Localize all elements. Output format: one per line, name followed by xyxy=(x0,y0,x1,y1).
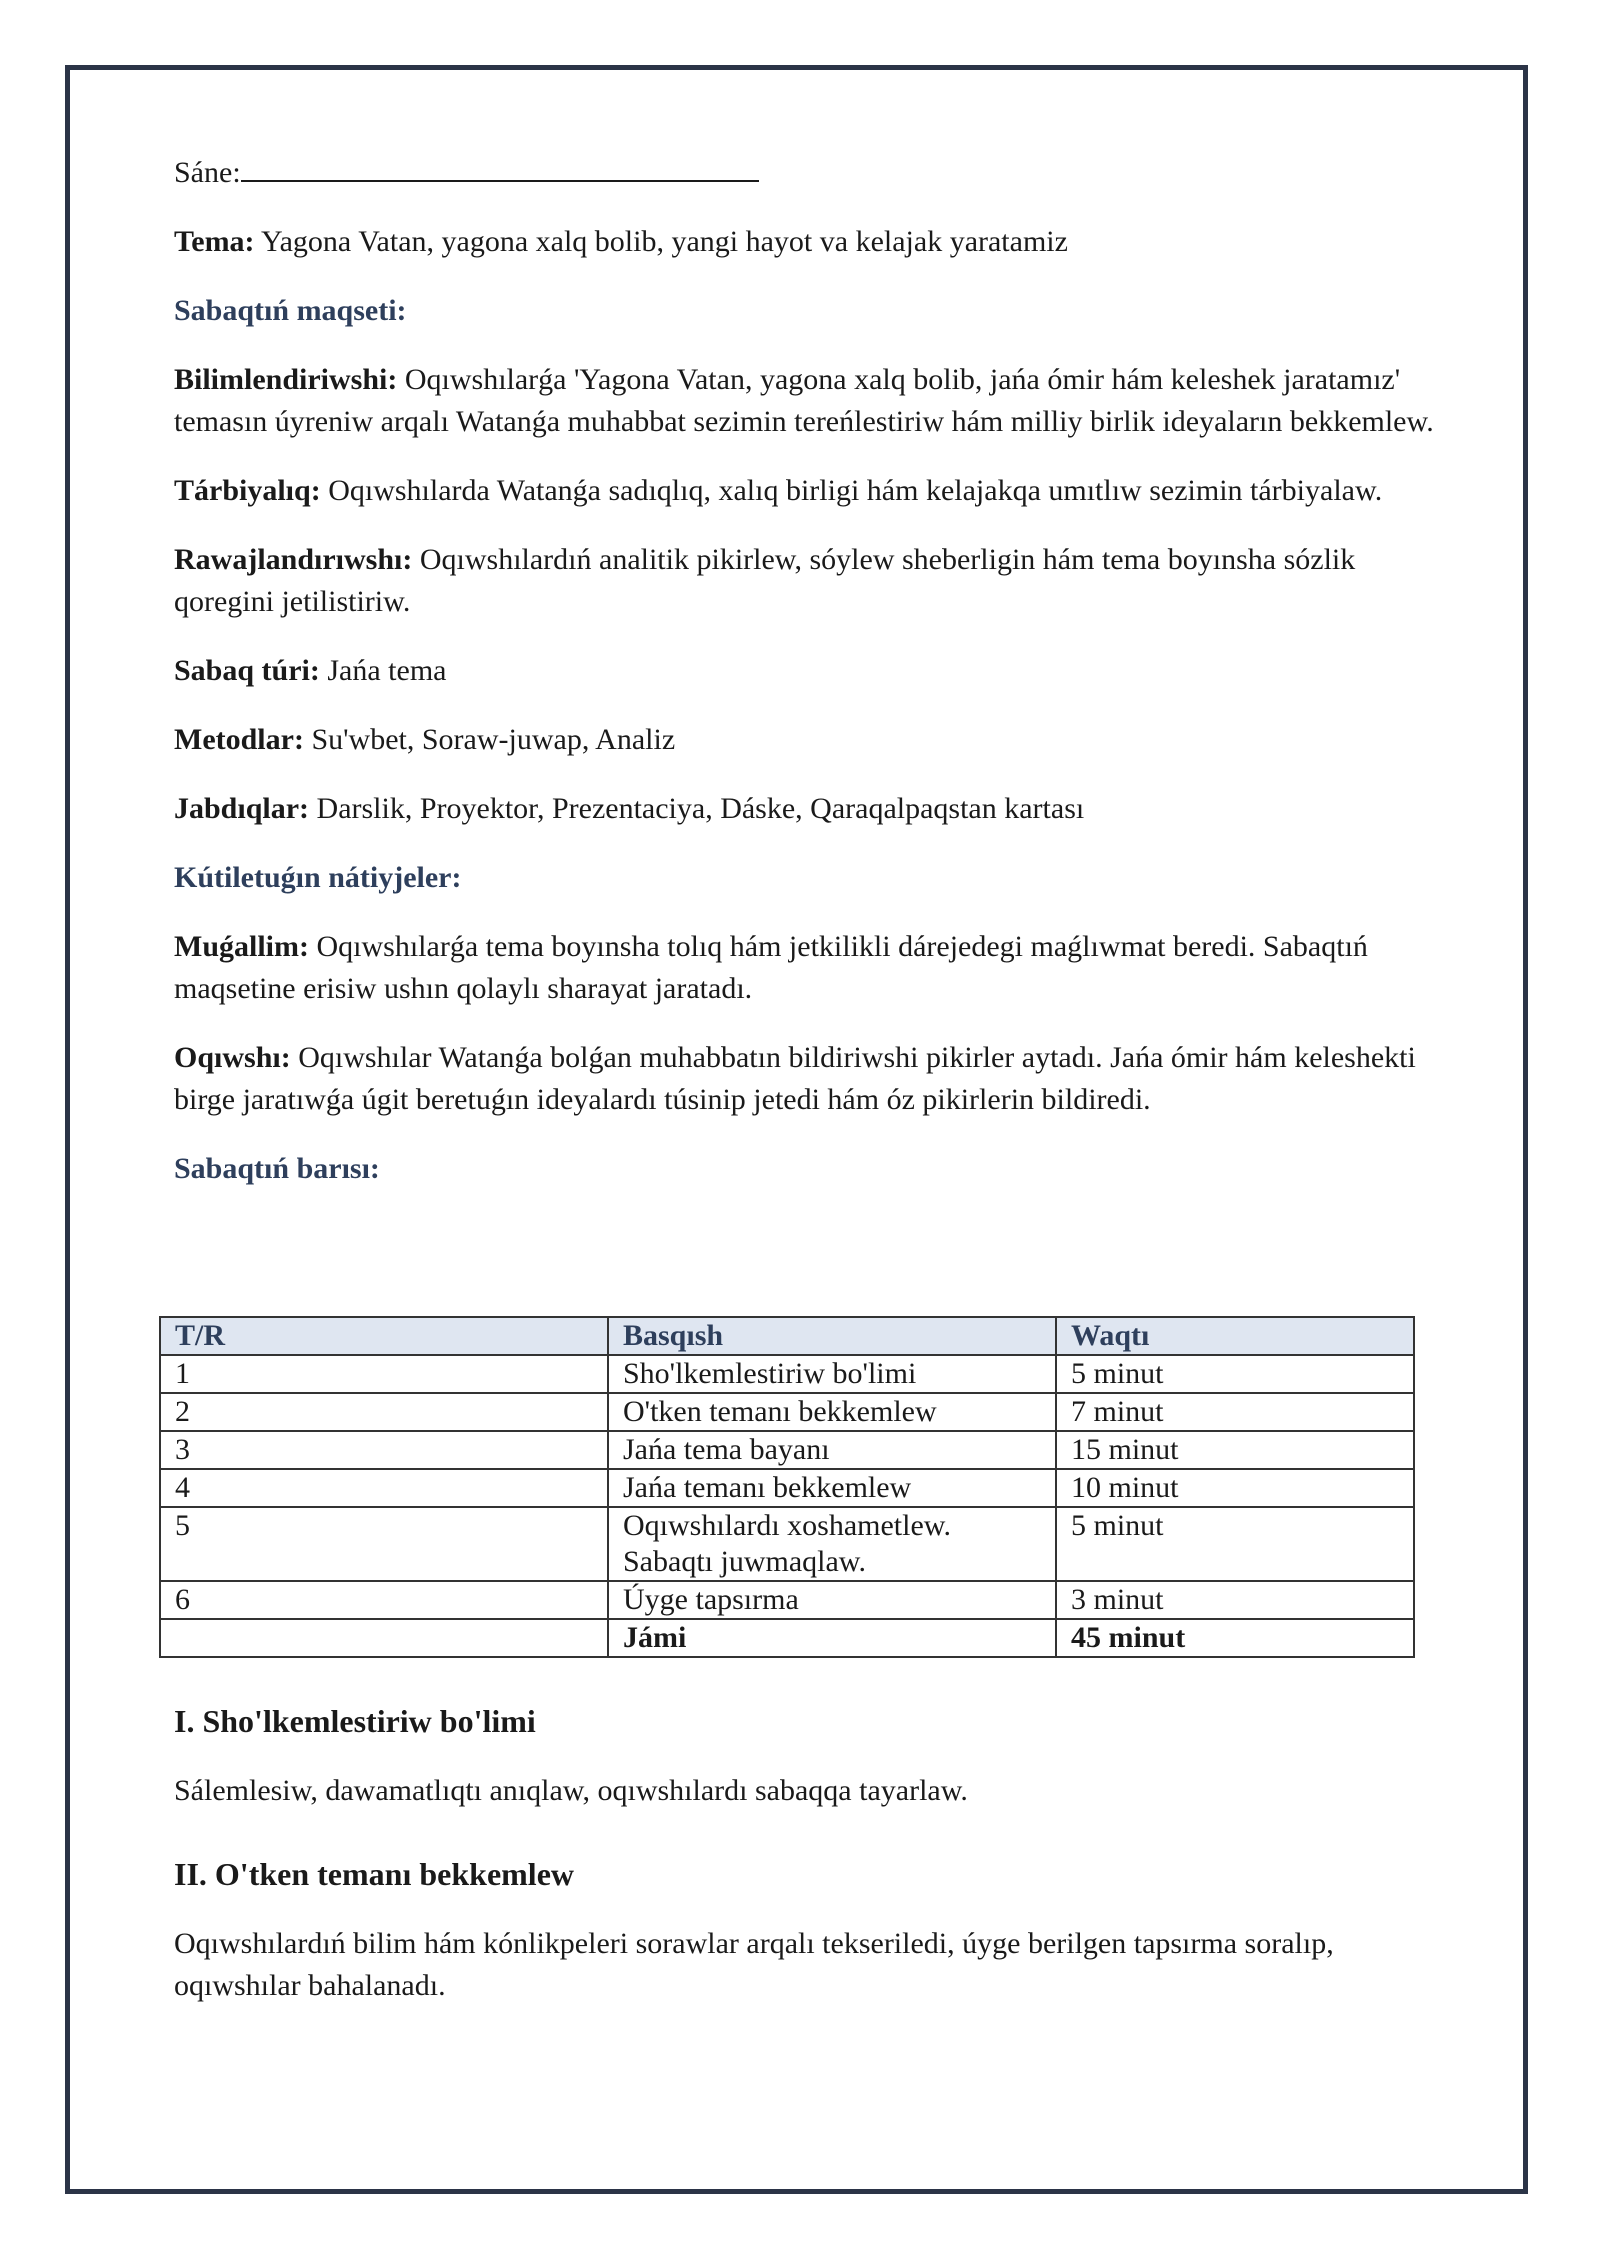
goals-heading: Sabaqtıń maqseti: xyxy=(174,294,407,327)
header-number: T/R xyxy=(160,1317,608,1355)
cell-time: 5 minut xyxy=(1056,1507,1414,1581)
cell-time: 7 minut xyxy=(1056,1393,1414,1431)
header-stage: Basqısh xyxy=(608,1317,1056,1355)
goal-label: Rawajlandırıwshı: xyxy=(174,543,413,576)
cell-number: 4 xyxy=(160,1469,608,1507)
table-total-row xyxy=(160,1619,1414,1657)
outcome-text: Oqıwshılarǵa tema boyınsha tolıq hám jetkilikli dárejedegi maǵlıwmat beredi. Sabaqtıń maqsetine erisiw ushın qolaylı sharayat jaratadı. xyxy=(174,930,1368,1005)
goal-educational xyxy=(174,359,1438,443)
goal-upbringing xyxy=(174,470,1438,512)
section-organizational xyxy=(174,1700,1438,1839)
section-text: Sálemlesiw, dawamatlıqtı anıqlaw, oqıwshılardı sabaqqa tayarlaw. xyxy=(174,1774,968,1807)
equipment-label: Jabdıqlar: xyxy=(174,792,310,825)
header-time: Waqtı xyxy=(1056,1317,1414,1355)
date-label: Sáne: xyxy=(174,156,241,189)
goal-developmental xyxy=(174,539,1438,623)
equipment-text: Darslik, Proyektor, Prezentaciya, Dáske, Qaraqalpaqstan kartası xyxy=(309,792,1085,825)
outcome-label: Muǵallim: xyxy=(174,930,309,963)
outcome-student xyxy=(174,1037,1438,1121)
goal-text: Oqıwshılarǵa 'Yagona Vatan, yagona xalq bolib, jańa ómir hám keleshek jaratamız' temasın úyreniw arqalı Watanǵa muhabbat sezimin tereńlestiriw hám milliy birlik ideyaların bekkemlew. xyxy=(174,363,1434,438)
cell-time: 10 minut xyxy=(1056,1469,1414,1507)
cell-number: 6 xyxy=(160,1581,608,1619)
cell-time: 5 minut xyxy=(1056,1355,1414,1393)
goal-label: Bilimlendiriwshi: xyxy=(174,363,398,396)
lesson-type xyxy=(174,650,1438,692)
cell-number: 3 xyxy=(160,1431,608,1469)
cell-stage: Úyge tapsırma xyxy=(608,1581,1056,1619)
topic xyxy=(174,221,1438,263)
goal-text: Oqıwshılarda Watanǵa sadıqlıq, xalıq birligi hám kelajakqa umıtlıw sezimin tárbiyalaw. xyxy=(320,474,1383,507)
outcome-label: Oqıwshı: xyxy=(174,1041,291,1074)
cell-stage: Oqıwshılardı xoshametlew. Sabaqtı juwmaqlaw. xyxy=(608,1507,1056,1581)
section-review xyxy=(174,1853,1438,2034)
cell-number: 2 xyxy=(160,1393,608,1431)
methods-label: Metodlar: xyxy=(174,723,304,756)
goal-text: Oqıwshılardıń analitik pikirlew, sóylew sheberligin hám tema boyınsha sózlik qoregini jetilistiriw. xyxy=(174,543,1356,618)
cell-number: 1 xyxy=(160,1355,608,1393)
methods xyxy=(174,719,1438,761)
goal-label: Tárbiyalıq: xyxy=(174,474,321,507)
table-row xyxy=(160,1355,1414,1393)
table-header-row xyxy=(160,1317,1414,1355)
lesson-flow-table xyxy=(159,1316,1415,1658)
lesson-type-text: Jańa tema xyxy=(319,654,447,687)
table-row xyxy=(160,1507,1414,1581)
cell-number xyxy=(160,1619,608,1657)
cell-stage: Jańa tema bayanı xyxy=(608,1431,1056,1469)
table-row xyxy=(160,1469,1414,1507)
table-row xyxy=(160,1431,1414,1469)
section-title: I. Sho'lkemlestiriw bo'limi xyxy=(174,1703,536,1739)
cell-time: 3 minut xyxy=(1056,1581,1414,1619)
cell-stage: Sho'lkemlestiriw bo'limi xyxy=(608,1355,1056,1393)
topic-label: Tema: xyxy=(174,225,255,258)
cell-stage: O'tken temanı bekkemlew xyxy=(608,1393,1056,1431)
methods-text: Su'wbet, Soraw-juwap, Analiz xyxy=(303,723,676,756)
section-title: II. O'tken temanı bekkemlew xyxy=(174,1856,574,1892)
date-line xyxy=(174,148,1438,194)
date-blank xyxy=(241,148,759,182)
lesson-plan-body xyxy=(174,148,1438,1217)
cell-time: 15 minut xyxy=(1056,1431,1414,1469)
cell-total-time: 45 minut xyxy=(1056,1619,1414,1657)
outcome-text: Oqıwshılar Watanǵa bolǵan muhabbatın bildiriwshi pikirler aytadı. Jańa ómir hám keleshekti birge jaratıwǵa úgit beretuǵın ideyalardı túsinip jetedi hám óz pikirlerin bildiredi. xyxy=(174,1041,1416,1116)
cell-number: 5 xyxy=(160,1507,608,1581)
lesson-type-label: Sabaq túri: xyxy=(174,654,320,687)
outcomes-heading: Kútiletuǵın nátiyjeler: xyxy=(174,861,462,894)
topic-text: Yagona Vatan, yagona xalq bolib, yangi hayot va kelajak yaratamiz xyxy=(254,225,1068,258)
table-row xyxy=(160,1581,1414,1619)
cell-total-label: Jámi xyxy=(608,1619,1056,1657)
outcome-teacher xyxy=(174,926,1438,1010)
section-text: Oqıwshılardıń bilim hám kónlikpeleri sorawlar arqalı tekseriledi, úyge berilgen tapsırma soralıp, oqıwshılar bahalanadı. xyxy=(174,1927,1334,2002)
equipment xyxy=(174,788,1438,830)
table-row xyxy=(160,1393,1414,1431)
flow-heading: Sabaqtıń barısı: xyxy=(174,1152,380,1185)
cell-stage: Jańa temanı bekkemlew xyxy=(608,1469,1056,1507)
